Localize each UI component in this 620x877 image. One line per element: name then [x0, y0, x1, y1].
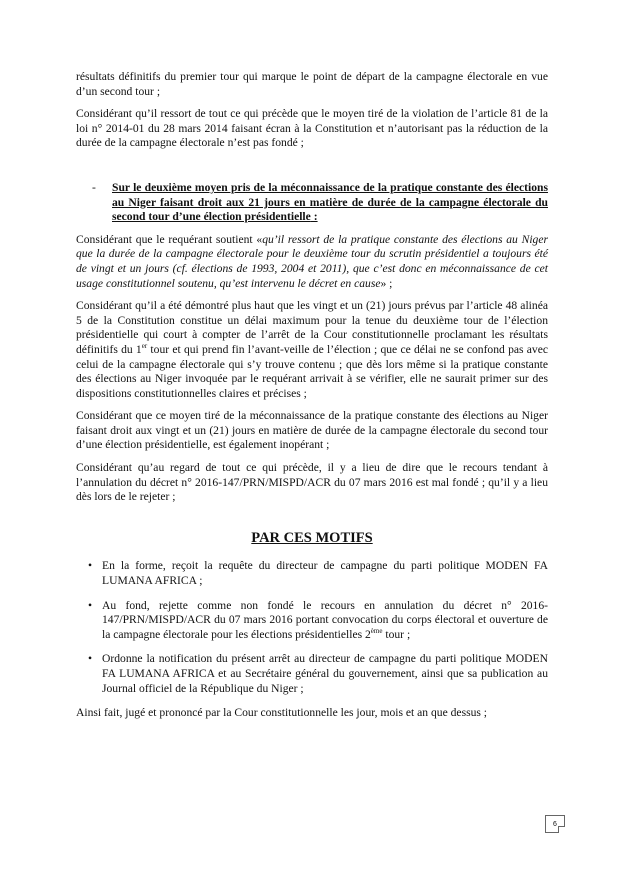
second-means-title: Sur le deuxième moyen pris de la méconnaissance de la pratique constante des élections au Niger faisant droit aux 21 jours en matière de durée de la campagne électorale du second tour d’une élection présidentielle [112, 180, 548, 224]
dash-marker: - [92, 180, 96, 194]
superscript-er: er [141, 342, 148, 351]
document-page [76, 70, 548, 729]
demonstration-text-a: Considérant qu’il a été démontré plus haut que les vingt et un (21) jours prévus par l’article 48 alinéa 5 de la Constitution constitue un délai maximum pour la tenue du deuxième tour de l’élection présidentielle qui court à compter de l’arrêt de la Cour constitutionnelle proclamant les résultats définitifs du 1 [76, 299, 548, 356]
list-item [76, 652, 548, 696]
paragraph-inoperative: Considérant que ce moyen tiré de la méconnaissance de la pratique constante des élections au Niger faisant droit aux vingt et un (21) jours en matière de durée de la campagne électorale du second tour d’une élection présidentielle, est également inopérant ; [76, 409, 548, 452]
second-means-colon: : [310, 210, 318, 224]
paragraph-results: résultats définitifs du premier tour qui marque le point de départ de la campagne électorale en vue d’un second tour ; [76, 70, 548, 98]
ruling-merits-text-b: tour ; [382, 627, 411, 641]
paragraph-rejection: Considérant qu’au regard de tout ce qui précède, il y a lieu de dire que le recours tendant à l’annulation du décret n° 2016-147/PRN/MISPD/ACR du 07 mars 2016 est mal fondé ; qu’il y a lieu dès lors de le rejeter ; [76, 461, 548, 504]
paragraph-closing: Ainsi fait, jugé et prononcé par la Cour constitutionnelle les jour, mois et an que dessus ; [76, 706, 488, 720]
paragraph-demonstration [76, 299, 548, 401]
bullet-icon: • [88, 652, 93, 666]
bullet-icon: • [88, 559, 93, 573]
superscript-eme: ème [370, 626, 383, 635]
ruling-list [76, 559, 548, 696]
paragraph-first-means-conclusion: Considérant qu’il ressort de tout ce qui précède que le moyen tiré de la violation de l’article 81 de la loi n° 2014-01 du 28 mars 2014 faisant écran à la Constitution et n’autorisant pas la réduction de la durée de la campagne électorale n’est pas fondé ; [76, 107, 548, 150]
spacer [76, 159, 548, 181]
quote-close: » ; [380, 276, 393, 290]
section-heading: PAR CES MOTIFS [251, 529, 373, 546]
claimant-quote: qu’il ressort de la pratique constante des élections au Niger que la durée de la campagne électorale pour le deuxième tour du scrutin présidentiel a toujours été de vingt et un jours (cf. élections de 1993, 2004 et 2011), que c’est donc en méconnaissance de cet usage constitutionnel soutenu, qu’est intervenu le décret en cause [76, 232, 549, 290]
page-number: 6 [545, 815, 565, 833]
ruling-form: En la forme, reçoit la requête du directeur de campagne du parti politique MODEN FA LUMANA AFRICA ; [102, 559, 548, 588]
second-means-heading [92, 181, 548, 225]
quote-open: Considérant que le requérant soutient « [76, 232, 263, 246]
ruling-merits [102, 599, 548, 643]
list-item [76, 599, 548, 643]
ruling-merits-text-a: Au fond, rejette comme non fondé le recours en annulation du décret n° 2016-147/PRN/MISPD/ACR du 07 mars 2016 portant convocation du corps électoral et ouverture de la campagne électorale pour les élections présidentielles 2 [102, 598, 548, 641]
list-item [76, 559, 548, 588]
demonstration-text-b: tour et qui prend fin l’avant-veille de l’élection ; que ce délai ne se confond pas avec celui de la campagne électorale qui s’y trouve contenu ; que dès lors même si la pratique constante des élections au Niger invoquée par le requérant arrivait à se vérifier, elle ne saurait primer sur des dispositions constitutionnelles claires et précises ; [76, 342, 548, 400]
bullet-icon: • [88, 598, 93, 612]
paragraph-claimant-argument [76, 233, 548, 291]
ruling-notification: Ordonne la notification du présent arrêt au directeur de campagne du parti politique MODEN FA LUMANA AFRICA et au Secrétaire général du gouvernement, ainsi que sa publication au Journal officiel de la République du Niger ; [102, 652, 548, 695]
